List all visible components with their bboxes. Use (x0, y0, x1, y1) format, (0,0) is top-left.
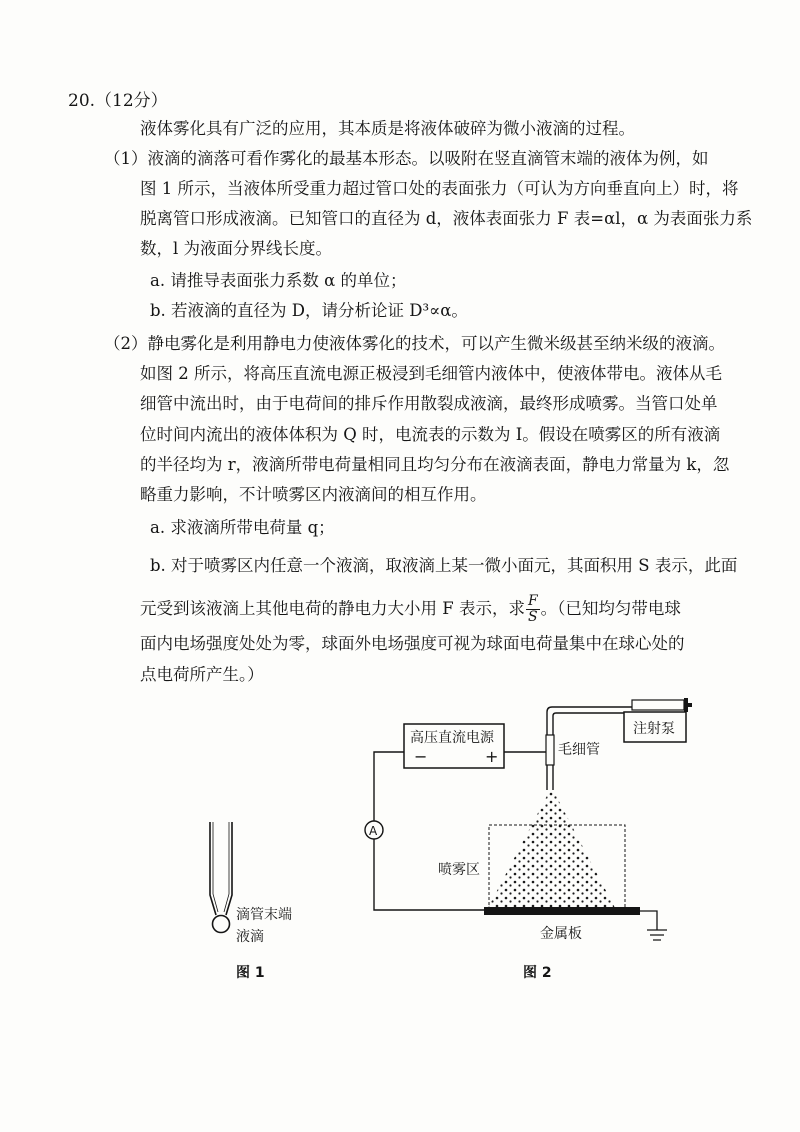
metal-plate (484, 907, 640, 915)
part2-subquestion-b: b. 对于喷雾区内任意一个液滴，取液滴上某一微小面元，其面积用 S 表示，此面 (150, 556, 738, 575)
ammeter-label: A (369, 824, 378, 838)
metal-plate-label: 金属板 (540, 926, 582, 942)
figure1-caption: 图 1 (236, 965, 265, 981)
minus-terminal: − (414, 747, 428, 766)
part2-line: 的半径均为 r，液滴所带电荷量相同且均匀分布在液滴表面，静电力常量为 k，忽 (140, 455, 730, 474)
part2-subquestion-b-cont: 面内电场强度处处为零，球面外电场强度可视为球面电荷量集中在球心处的 (140, 634, 685, 653)
question-number: 20.（12分） (68, 91, 168, 111)
part2-line: 如图 2 所示，将高压直流电源正极浸到毛细管内液体中，使液体带电。液体从毛 (140, 364, 722, 383)
capillary-label: 毛细管 (558, 742, 600, 758)
syringe-body (632, 700, 684, 710)
plus-terminal: + (485, 747, 499, 766)
label-droplet: 液滴 (236, 929, 264, 945)
figure1-dropper (210, 822, 292, 981)
label-dropper-tip: 滴管末端 (236, 907, 292, 923)
part1-subquestion-b: b. 若液滴的直径为 D，请分析论证 D³∝α。 (150, 301, 468, 320)
b2-text: 元受到该液滴上其他电荷的静电力大小用 F 表示，求 (140, 599, 525, 618)
part2-line: （2）静电雾化是利用静电力使液体雾化的技术，可以产生微米级甚至纳米级的液滴。 (104, 334, 725, 353)
syringe-pump-label: 注射泵 (633, 721, 675, 737)
ground-wire (640, 911, 657, 930)
b2-text-post: 。（已知均匀带电球 (540, 599, 681, 618)
power-supply-label: 高压直流电源 (410, 730, 494, 746)
fraction-numerator: F (527, 593, 538, 609)
fraction-denominator: S (528, 609, 538, 625)
part1-line: （1）液滴的滴落可看作雾化的最基本形态。以吸附在竖直滴管末端的液体为例，如 (104, 149, 709, 168)
part1-line: 数，l 为液面分界线长度。 (140, 239, 333, 258)
part2-line: 略重力影响，不计喷雾区内液滴间的相互作用。 (140, 485, 487, 504)
ground-icon (647, 930, 667, 940)
circuit-wire (374, 752, 485, 910)
spray-cone (488, 790, 615, 908)
intro-text: 液体雾化具有广泛的应用，其本质是将液体破碎为微小液滴的过程。 (140, 119, 635, 138)
figure2-caption: 图 2 (523, 965, 552, 981)
figure2-electrospray (365, 698, 692, 981)
part2-line: 位时间内流出的液体体积为 Q 时，电流表的示数为 I。假设在喷雾区的所有液滴 (140, 425, 721, 444)
part1-subquestion-a: a. 请推导表面张力系数 α 的单位； (150, 271, 407, 290)
droplet-circle (213, 916, 230, 933)
part2-subquestion-a: a. 求液滴所带电荷量 q； (150, 518, 335, 537)
part2-line: 细管中流出时，由于电荷间的排斥作用散裂成液滴，最终形成喷雾。当管口处单 (140, 394, 718, 413)
spray-zone-label: 喷雾区 (438, 862, 480, 878)
part2-subquestion-b-cont: 点电荷所产生。） (140, 665, 264, 684)
capillary-tube (546, 735, 554, 765)
part1-line: 图 1 所示，当液体所受重力超过管口处的表面张力（可认为方向垂直向上）时，将 (140, 179, 739, 198)
part1-line: 脱离管口形成液滴。已知管口的直径为 d，液体表面张力 F 表=αl，α 为表面张力系 (140, 209, 753, 228)
